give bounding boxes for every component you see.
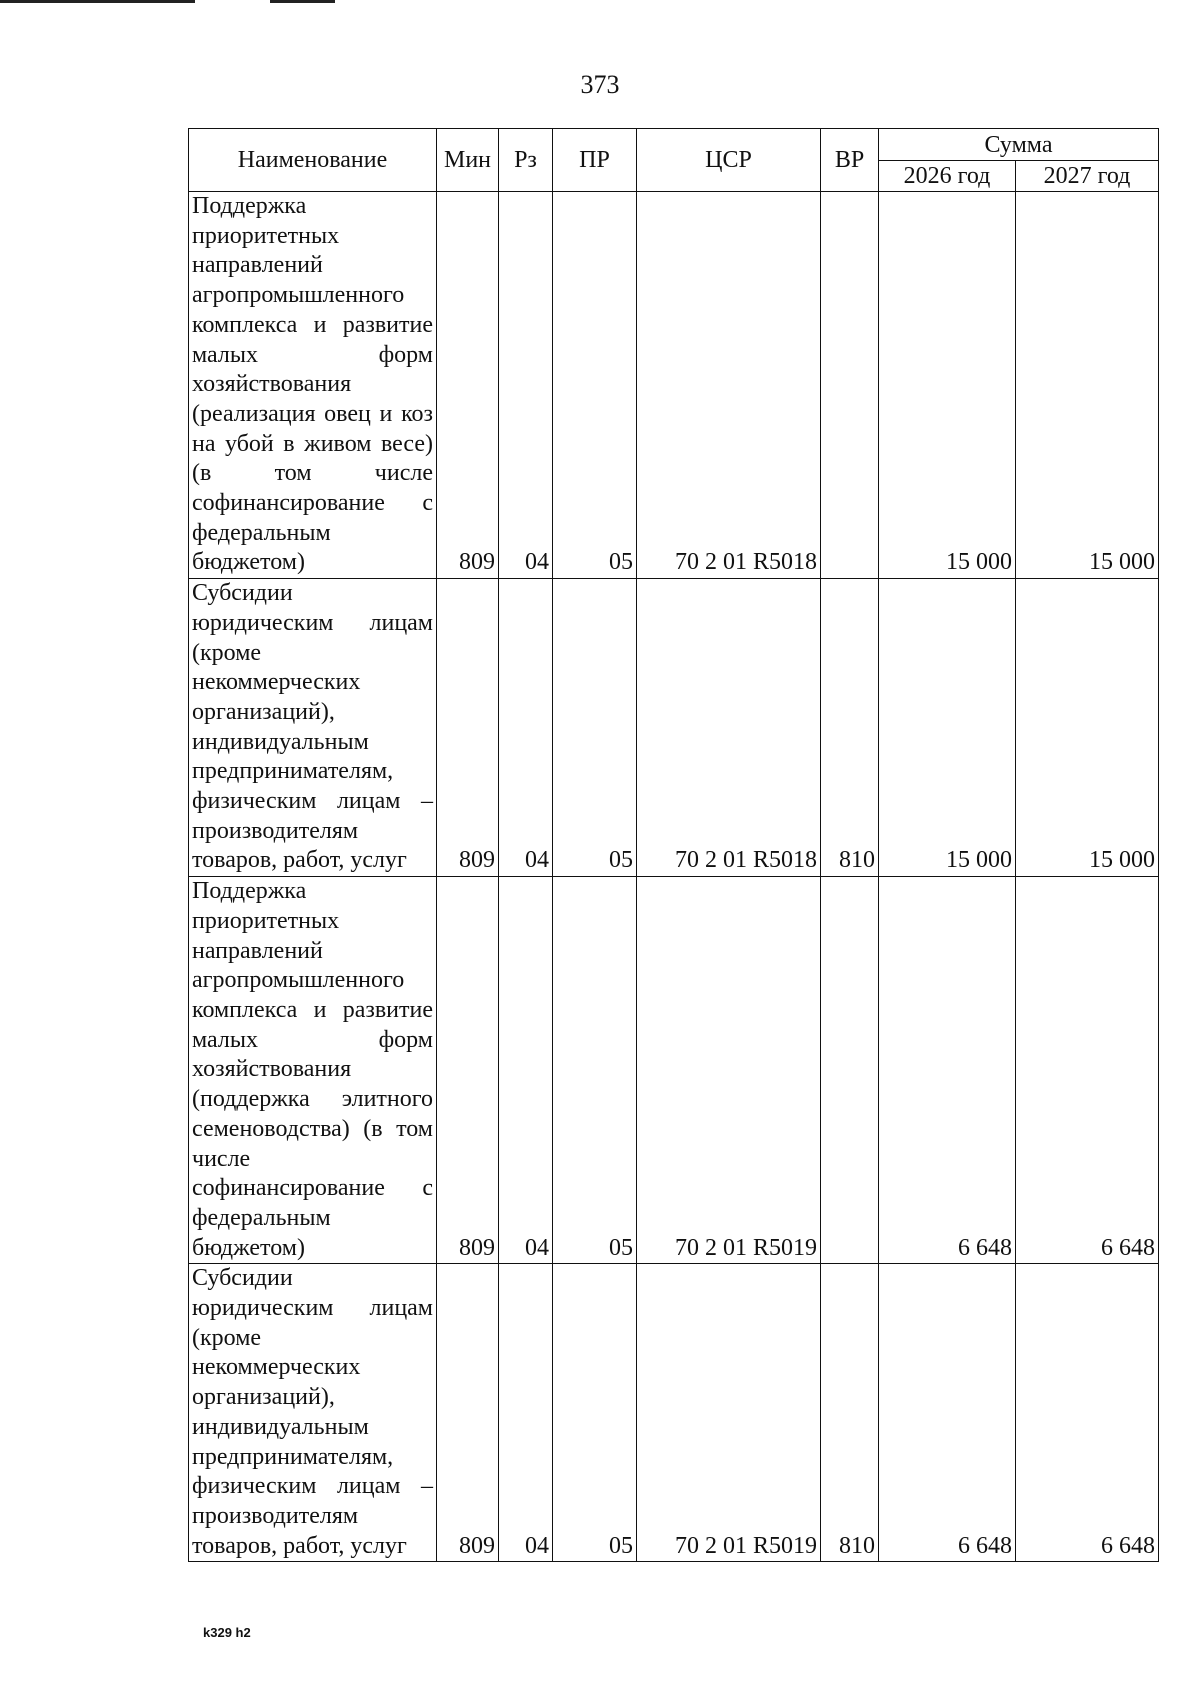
row-sum-2026: 6 648: [879, 1264, 1016, 1562]
row-rz: 04: [499, 1264, 553, 1562]
budget-table: [188, 128, 1159, 1562]
row-vr: [821, 192, 879, 579]
header-name: Наименование: [189, 129, 437, 192]
row-csr: 70 2 01 R5019: [637, 877, 821, 1264]
row-vr: 810: [821, 579, 879, 877]
row-csr: 70 2 01 R5018: [637, 579, 821, 877]
row-pr: 05: [553, 192, 637, 579]
row-min: 809: [437, 877, 499, 1264]
row-sum-2027: 6 648: [1016, 1264, 1159, 1562]
header-vr: ВР: [821, 129, 879, 192]
row-name: Поддержка приоритетных направлений агропромышленного комплекса и развитие малых форм хозяйствования (реализация овец и коз на убой в живом весе) (в том числе софинансирование с федеральным бюджетом): [189, 192, 437, 579]
row-sum-2026: 15 000: [879, 579, 1016, 877]
row-sum-2027: 15 000: [1016, 579, 1159, 877]
row-name: Субсидии юридическим лицам (кроме некоммерческих организаций), индивидуальным предпринимателям, физическим лицам – производителям товаров, работ, услуг: [189, 1264, 437, 1562]
row-sum-2027: 6 648: [1016, 877, 1159, 1264]
row-pr: 05: [553, 1264, 637, 1562]
row-rz: 04: [499, 877, 553, 1264]
header-rz: Рз: [499, 129, 553, 192]
row-sum-2026: 6 648: [879, 877, 1016, 1264]
footer-doc-code: k329 h2: [203, 1625, 251, 1640]
header-year-2026: 2026 год: [879, 161, 1016, 192]
page-number: 373: [580, 70, 620, 99]
header-min: Мин: [437, 129, 499, 192]
header-row-top: [189, 129, 1159, 161]
row-name: Поддержка приоритетных направлений агропромышленного комплекса и развитие малых форм хозяйствования (поддержка элитного семеноводства) (в том числе софинансирование с федеральным бюджетом): [189, 877, 437, 1264]
row-min: 809: [437, 192, 499, 579]
header-sum: Сумма: [879, 129, 1159, 161]
scan-edge-mark-right: [270, 0, 335, 3]
row-rz: 04: [499, 579, 553, 877]
row-pr: 05: [553, 877, 637, 1264]
table-row: [189, 579, 1159, 877]
header-csr: ЦСР: [637, 129, 821, 192]
row-name: Субсидии юридическим лицам (кроме некоммерческих организаций), индивидуальным предпринимателям, физическим лицам – производителям товаров, работ, услуг: [189, 579, 437, 877]
row-min: 809: [437, 579, 499, 877]
header-year-2027: 2027 год: [1016, 161, 1159, 192]
table-row: [189, 192, 1159, 579]
row-sum-2027: 15 000: [1016, 192, 1159, 579]
row-sum-2026: 15 000: [879, 192, 1016, 579]
row-vr: 810: [821, 1264, 879, 1562]
table-row: [189, 877, 1159, 1264]
row-pr: 05: [553, 579, 637, 877]
scan-edge-mark-left: [0, 0, 195, 3]
row-min: 809: [437, 1264, 499, 1562]
row-csr: 70 2 01 R5018: [637, 192, 821, 579]
row-csr: 70 2 01 R5019: [637, 1264, 821, 1562]
row-rz: 04: [499, 192, 553, 579]
header-pr: ПР: [553, 129, 637, 192]
row-vr: [821, 877, 879, 1264]
table-row: [189, 1264, 1159, 1562]
